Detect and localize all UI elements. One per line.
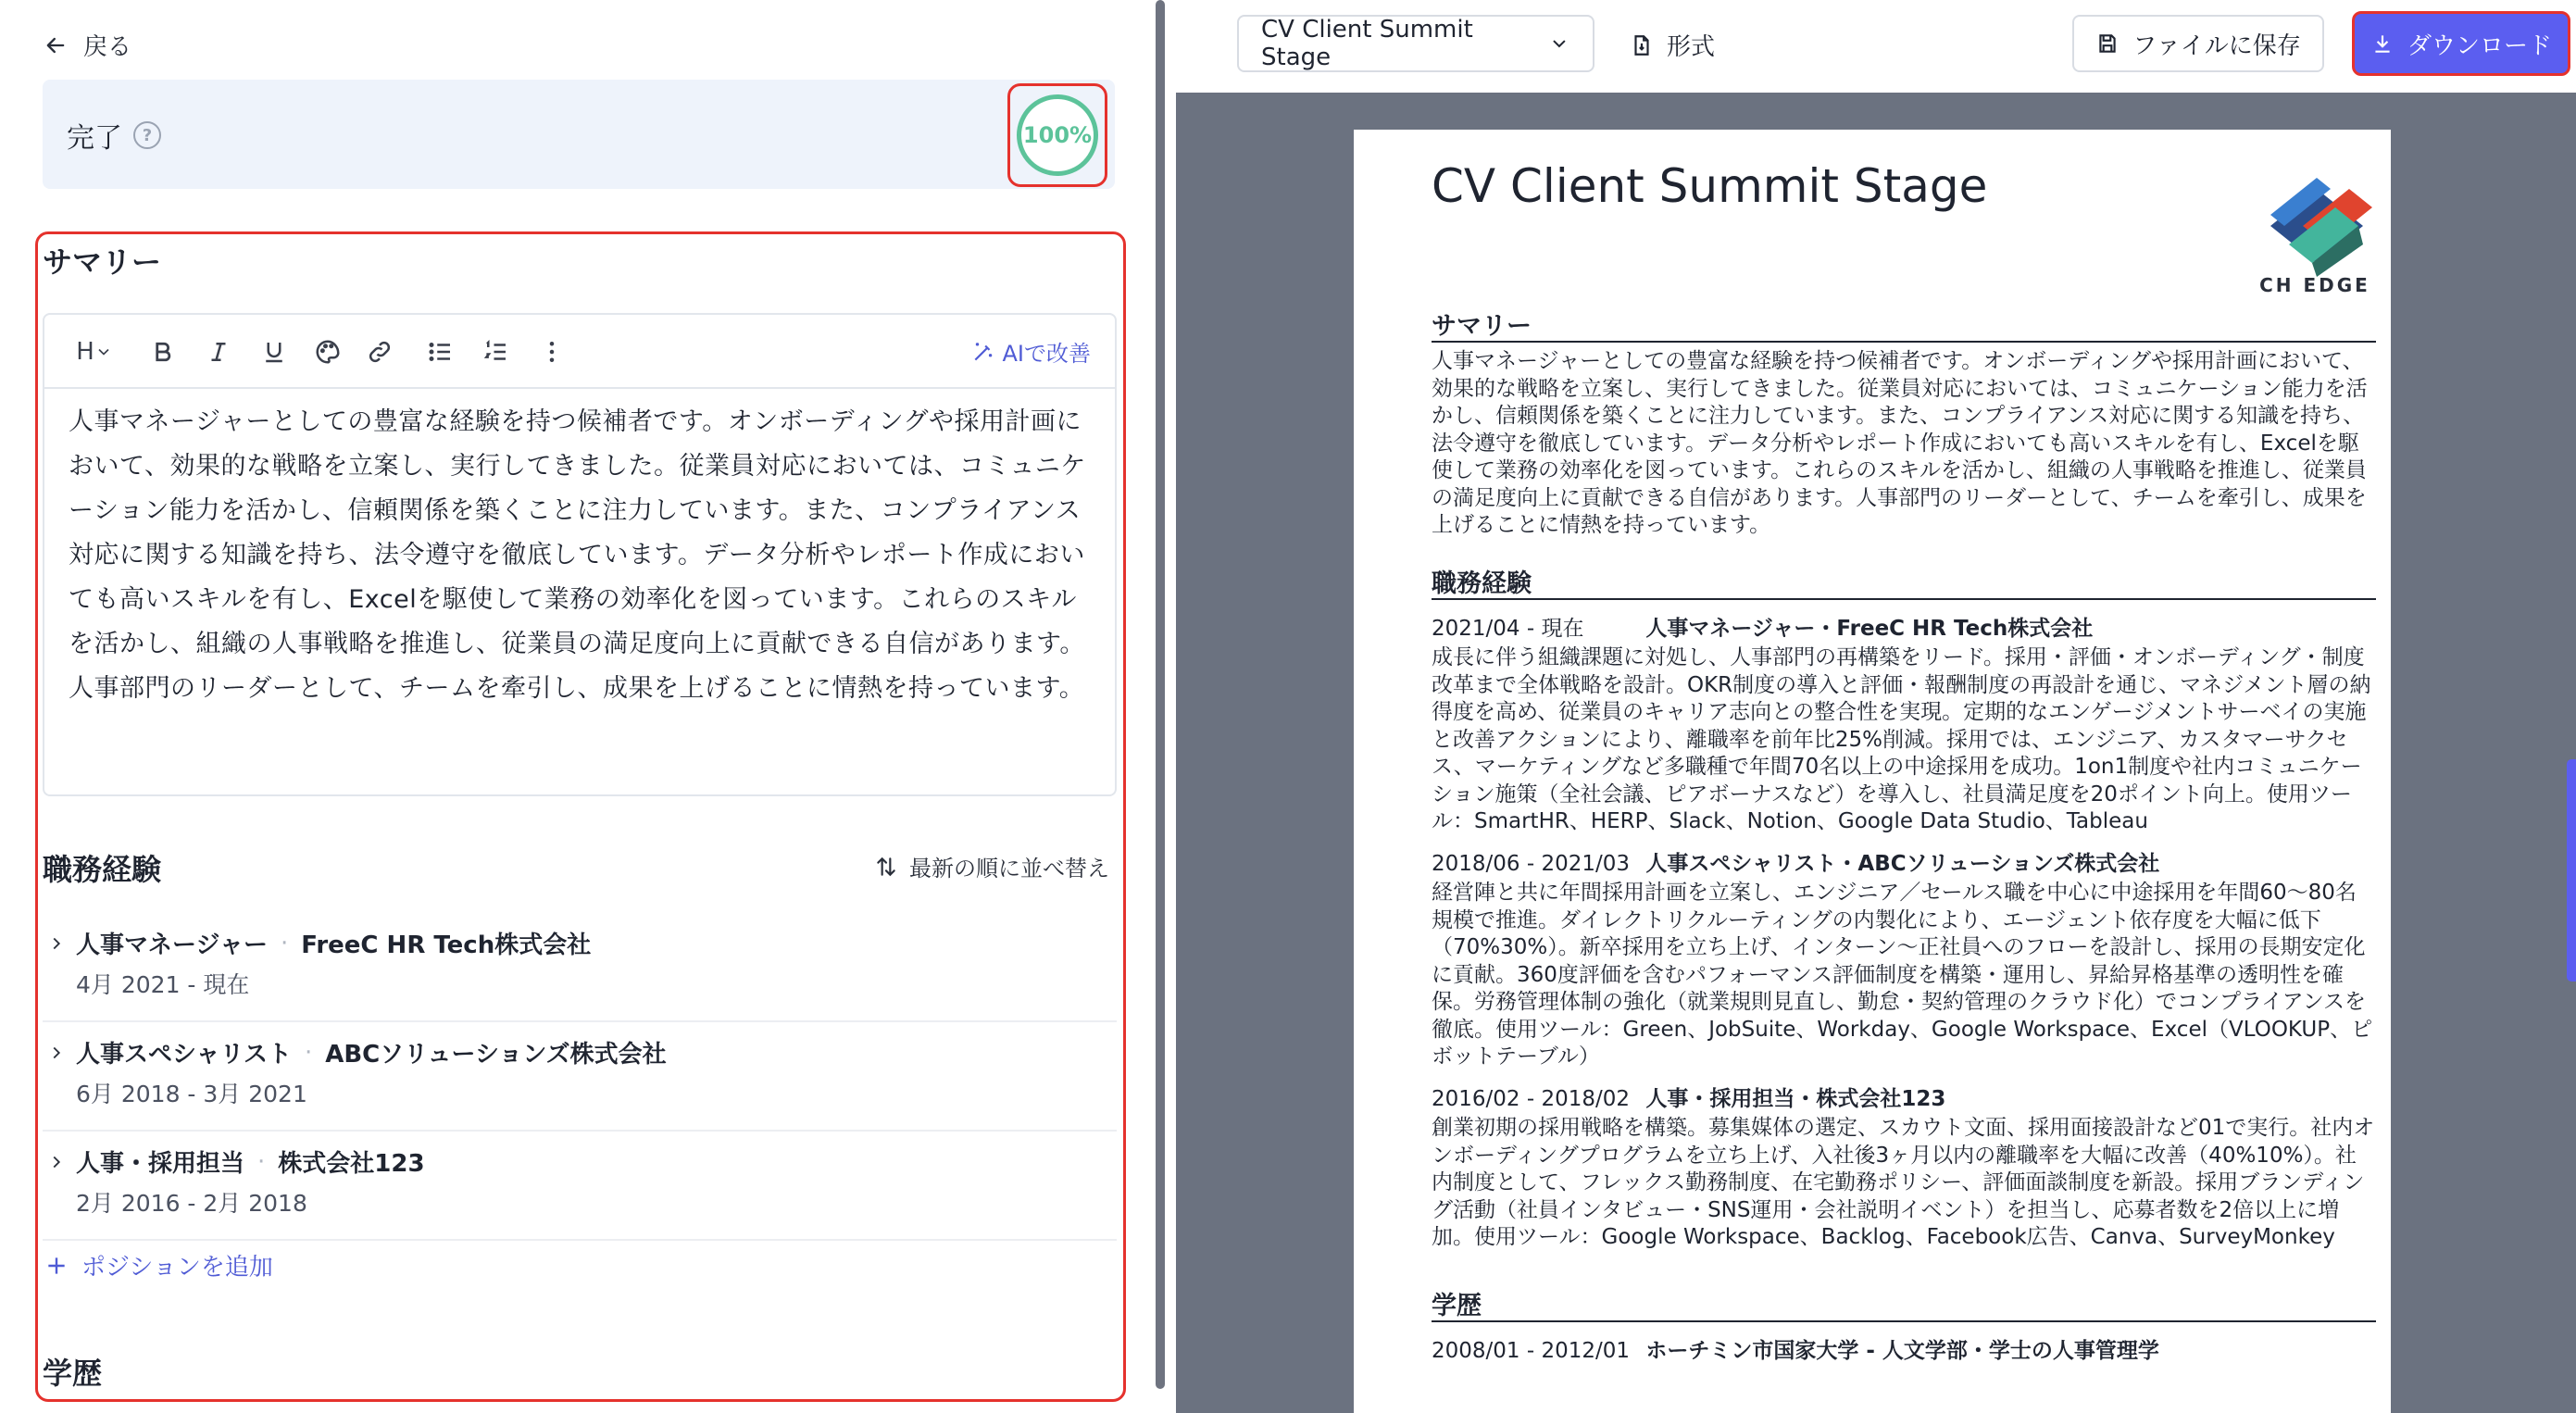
- cv-experience-desc: 創業初期の採用戦略を構築。募集媒体の選定、スカウト文面、採用面接設計など01で実行。社内オンボーディングプログラムを立ち上げ、入社後3ヶ月以内の離職率を大幅に改善（40%10%）。社内制度として、フレックス勤務制度、在宅勤務ポリシー、評価面談制度を新設。採用ブランディング活動（社員インタビュー・SNS運用・会社説明イベント）を担当し、応募者数を2倍以上に増加。使用ツール：Google Workspace、Backlog、Facebook広告、Canva、SurveyMonkey: [1432, 1116, 2375, 1249]
- download-button[interactable]: [2352, 11, 2570, 76]
- cv-experience-desc: 経営陣と共に年間採用計画を立案し、エンジニア／セールス職を中心に中途採用を年間60〜80名規模で推進。ダイレクトリクルーティングの内製化により、エージェント依存度を大幅に低下（70%30%）。新卒採用を立ち上げ、インターン〜正社員へのフローを設計し、採用の長期安定化に貢献。360度評価を含むパフォーマンス評価制度を構築・運用し、昇給昇格基準の透明性を確保。労務管理体制の強化（就業規則見直し、勤怠・契約管理のクラウド化）でコンプライアンスを徹底。使用ツール：Green、JobSuite、Workday、Google Workspace、Excel（VLOOKUP、ピボットテーブル）: [1432, 881, 2373, 1069]
- more-vertical-icon: [538, 338, 566, 366]
- position-item[interactable]: [43, 1022, 1117, 1132]
- cv-summary-heading: サマリー: [1432, 312, 1532, 341]
- bold-icon: [149, 338, 177, 366]
- cv-experience-role: 人事スペシャリスト・ABCソリューションズ株式会社: [1645, 852, 2160, 876]
- cv-experience-role: 人事マネージャー・FreeC HR Tech株式会社: [1645, 617, 2094, 641]
- cv-experience-row: [1432, 1082, 2376, 1112]
- italic-button[interactable]: [204, 337, 233, 367]
- document-select[interactable]: [1237, 15, 1594, 72]
- position-title: [76, 1035, 667, 1069]
- format-button[interactable]: [1630, 28, 1715, 62]
- save-icon: [2095, 31, 2120, 56]
- summary-title: サマリー: [43, 244, 162, 280]
- back-label: 戻る: [83, 33, 132, 61]
- italic-icon: [205, 338, 232, 366]
- chevron-right-icon: [46, 1043, 67, 1063]
- cv-education-date: 2008/01 - 2012/01: [1432, 1339, 1631, 1363]
- heading-label: H: [76, 338, 94, 366]
- color-button[interactable]: [313, 337, 343, 367]
- cv-summary-text: 人事マネージャーとしての豊富な経験を持つ候補者です。オンボーディングや採用計画において、効果的な戦略を立案し、実行してきました。従業員対応においては、コミュニケーション能力を活かし、信頼関係を築くことに注力しています。また、コンプライアンス対応に関する知識を持ち、法令遵守を徹底しています。データ分析やレポート作成においても高いスキルを有し、Excelを駆使して業務の効率化を図っています。これらのスキルを活かし、組織の人事戦略を推進し、従業員の満足度向上に貢献できる自信があります。人事部門のリーダーとして、チームを牽引し、成果を上げることに情熱を持っています。: [1432, 349, 2368, 537]
- more-button[interactable]: [537, 337, 567, 367]
- position-item[interactable]: [43, 1132, 1117, 1241]
- separator-dot: ·: [280, 929, 289, 957]
- cv-experience-row: [1432, 611, 2376, 642]
- completion-percent: 100%: [1017, 94, 1098, 176]
- arrow-left-icon: [43, 32, 69, 58]
- experience-title: 職務経験: [43, 852, 162, 887]
- position-dates: 6月 2018 - 3月 2021: [76, 1081, 307, 1107]
- underline-button[interactable]: [259, 337, 289, 367]
- back-button[interactable]: [43, 28, 131, 62]
- position-company: 株式会社123: [278, 1150, 425, 1178]
- magic-wand-icon: [971, 340, 995, 364]
- logo-text: CH EDGE: [2259, 274, 2370, 296]
- palette-icon: [314, 338, 342, 366]
- position-dates: 4月 2021 - 現在: [76, 971, 250, 998]
- education-title: 学歴: [43, 1356, 103, 1391]
- numbered-list-icon: [482, 338, 510, 366]
- sort-label: 最新の順に並べ替え: [909, 856, 1109, 882]
- link-icon: [366, 338, 394, 366]
- position-role: 人事スペシャリスト: [76, 1041, 292, 1069]
- chevron-down-icon: [1548, 32, 1570, 55]
- plus-icon: [44, 1254, 69, 1278]
- preview-panel: [1176, 0, 2576, 1413]
- cv-title: CV Client Summit Stage: [1432, 159, 1988, 213]
- cv-experience-date: 2016/02 - 2018/02: [1432, 1087, 1631, 1111]
- add-position-label: ポジションを追加: [81, 1254, 273, 1282]
- bold-button[interactable]: [148, 337, 178, 367]
- cv-experience-date: 2018/06 - 2021/03: [1432, 852, 1631, 876]
- position-title: [76, 1144, 425, 1179]
- preview-toolbar: [1176, 0, 2576, 93]
- cv-education-row: [1432, 1333, 2376, 1364]
- format-label: 形式: [1667, 33, 1716, 61]
- side-panel-handle[interactable]: [2567, 759, 2576, 982]
- position-company: FreeC HR Tech株式会社: [301, 932, 592, 959]
- cv-education-heading: 学歴: [1432, 1292, 1482, 1320]
- completion-label-wrap: [67, 115, 161, 156]
- bullet-list-button[interactable]: [426, 337, 456, 367]
- document-name: CV Client Summit Stage: [1261, 16, 1473, 71]
- chevron-right-icon: [46, 1152, 67, 1172]
- add-position-button[interactable]: [44, 1248, 273, 1282]
- separator-dot: ·: [304, 1038, 313, 1067]
- section-divider: [1432, 1320, 2376, 1322]
- help-icon[interactable]: ?: [133, 121, 161, 149]
- chevron-right-icon: [46, 933, 67, 954]
- cv-experience-desc: 成長に伴う組織課題に対処し、人事部門の再構築をリード。採用・評価・オンボーディング・制度改革まで全体戦略を設計。OKR制度の導入と評価・報酬制度の再設計を通じ、マネジメント層の納得度を高め、従業員のキャリア志向との整合性を実現。定期的なエンゲージメントサーベイの実施と改善アクションにより、離職率を前年比25%削減。採用では、エンジニア、カスタマーサクセス、マーケティングなど多職種で年間70名以上の中途採用を成功。1on1制度や社内コミュニケーション施策（全社会議、ピアボーナスなど）を導入し、社員満足度を20ポイント向上。使用ツール：SmartHR、HERP、Slack、Notion、Google Data Studio、Tableau: [1432, 645, 2371, 833]
- cv-education-school: ホーチミン市国家大学 - 人文学部・学士の人事管理学: [1645, 1339, 2159, 1363]
- position-dates: 2月 2016 - 2月 2018: [76, 1190, 307, 1217]
- completion-label: 完了: [67, 122, 122, 155]
- download-icon: [2370, 31, 2395, 56]
- download-label: ダウンロード: [2407, 31, 2552, 60]
- position-item[interactable]: [43, 913, 1117, 1022]
- editor-panel: [0, 0, 1148, 1413]
- numbered-list-button[interactable]: [481, 337, 511, 367]
- save-label: ファイルに保存: [2132, 31, 2301, 60]
- preview-canvas: [1176, 93, 2576, 1413]
- sort-button[interactable]: [874, 850, 1109, 882]
- separator-dot: ·: [257, 1147, 266, 1176]
- save-to-file-button[interactable]: [2072, 15, 2324, 72]
- panel-resize-handle[interactable]: [1156, 0, 1165, 1389]
- bullet-list-icon: [427, 338, 455, 366]
- cv-experience-date: 2021/04 - 現在: [1432, 617, 1584, 641]
- completion-bar: [43, 80, 1115, 189]
- summary-text[interactable]: 人事マネージャーとしての豊富な経験を持つ候補者です。オンボーディングや採用計画において、効果的な戦略を立案し、実行してきました。従業員対応においては、コミュニケーション能力を活かし、信頼関係を築くことに注力しています。また、コンプライアンス対応に関する知識を持ち、法令遵守を徹底しています。データ分析やレポート作成においても高いスキルを有し、Excelを駆使して業務の効率化を図っています。これらのスキルを活かし、組織の人事戦略を推進し、従業員の満足度向上に貢献できる自信があります。人事部門のリーダーとして、チームを牽引し、成果を上げることに情熱を持っています。: [69, 407, 1086, 703]
- section-divider: [1432, 598, 2376, 600]
- cv-experience-row: [1432, 846, 2376, 877]
- position-company: ABCソリューションズ株式会社: [325, 1041, 667, 1069]
- ch-edge-logo: [2243, 161, 2391, 291]
- file-format-icon: [1630, 33, 1654, 57]
- heading-dropdown[interactable]: [69, 337, 120, 367]
- position-role: 人事・採用担当: [76, 1150, 245, 1178]
- summary-editor[interactable]: [43, 313, 1117, 796]
- underline-icon: [260, 338, 288, 366]
- cv-experience-heading: 職務経験: [1432, 569, 1532, 598]
- ai-improve-label: AIで改善: [1002, 341, 1091, 367]
- chevron-down-icon: [94, 343, 113, 361]
- ai-improve-button[interactable]: [971, 335, 1092, 368]
- position-role: 人事マネージャー: [76, 932, 268, 959]
- sort-icon: [874, 855, 898, 879]
- cv-experience-role: 人事・採用担当・株式会社123: [1645, 1087, 1946, 1111]
- cv-page: [1354, 130, 2391, 1413]
- link-button[interactable]: [365, 337, 394, 367]
- section-divider: [1432, 341, 2376, 343]
- editor-toolbar: [44, 315, 1115, 389]
- position-title: [76, 926, 591, 960]
